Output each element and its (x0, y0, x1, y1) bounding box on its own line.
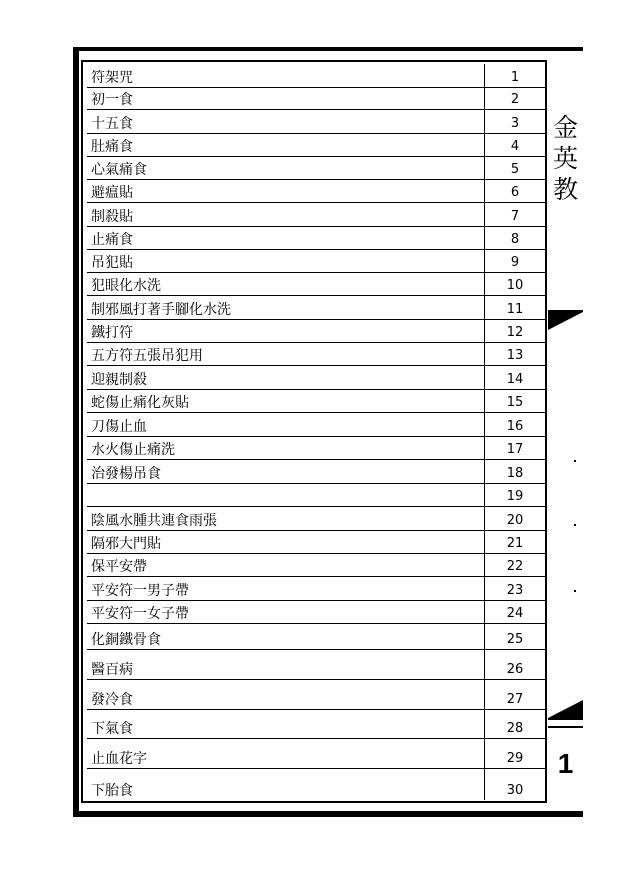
entry-name: 制殺貼 (91, 209, 133, 225)
table-row (87, 390, 545, 413)
entry-number: 3 (510, 116, 520, 131)
table-row (87, 343, 545, 366)
table-row (87, 180, 545, 203)
table-row (87, 624, 545, 650)
table-row (87, 273, 545, 296)
entry-name: 迎親制殺 (91, 372, 147, 388)
entry-number: 26 (506, 662, 524, 677)
entry-number: 30 (506, 783, 524, 798)
table-row (87, 650, 545, 680)
entry-name: 心氣痛食 (91, 162, 147, 178)
entry-number: 9 (510, 255, 520, 270)
entry-number: 16 (506, 419, 524, 434)
side-title-char: 金 (552, 113, 578, 142)
table-row (87, 134, 545, 157)
entry-number: 11 (506, 302, 524, 317)
entry-name: 發冷食 (91, 692, 133, 708)
entry-name: 下氣食 (91, 721, 133, 737)
table-row (87, 460, 545, 484)
side-mark (574, 524, 576, 526)
entry-name: 吊犯貼 (91, 255, 133, 271)
entry-name: 肚痛食 (91, 139, 133, 155)
side-divider (548, 718, 583, 720)
entry-number: 14 (506, 372, 524, 387)
table-row (87, 413, 545, 437)
table-row (87, 110, 545, 134)
table-row (87, 507, 545, 531)
entry-name: 符架咒 (91, 70, 133, 86)
entry-number: 29 (506, 751, 524, 766)
side-wedge-bottom (548, 700, 583, 718)
entry-number: 23 (506, 583, 524, 598)
entry-number: 28 (506, 721, 524, 736)
entry-name: 平安符一男子帶 (91, 583, 189, 599)
entry-number: 24 (506, 606, 524, 621)
table-row (87, 250, 545, 273)
entry-name: 水火傷止痛洗 (91, 442, 175, 458)
side-title-char: 教 (552, 175, 578, 204)
table-row (87, 320, 545, 343)
index-table (87, 64, 545, 800)
entry-number: 17 (506, 442, 524, 457)
entry-name: 隔邪大門貼 (91, 536, 161, 552)
entry-number: 19 (506, 489, 524, 504)
table-row (87, 296, 545, 320)
table-row (87, 531, 545, 554)
entry-number: 20 (506, 513, 524, 528)
entry-name: 化銅鐵骨食 (91, 632, 161, 648)
entry-name: 五方符五張吊犯用 (91, 348, 203, 364)
entry-number: 22 (506, 559, 524, 574)
table-row (87, 437, 545, 460)
entry-name: 止痛食 (91, 232, 133, 248)
table-row (87, 577, 545, 601)
entry-name: 制邪風打著手腳化水洗 (91, 302, 231, 318)
entry-number: 27 (506, 692, 524, 707)
volume-number: 1 (557, 748, 574, 779)
side-title-char: 英 (552, 144, 578, 173)
table-row (87, 554, 545, 577)
table-row (87, 484, 545, 507)
entry-name: 陰風水腫共連食雨張 (91, 513, 217, 529)
entry-number: 13 (506, 348, 524, 363)
entry-number: 5 (510, 162, 520, 177)
table-row (87, 601, 545, 624)
entry-name: 保平安帶 (91, 559, 147, 575)
entry-name: 刀傷止血 (91, 419, 147, 435)
entry-name: 蛇傷止痛化灰貼 (91, 395, 189, 411)
entry-name: 治發楊吊食 (91, 466, 161, 482)
table-row (87, 157, 545, 180)
entry-name: 避瘟貼 (91, 185, 133, 201)
table-row (87, 227, 545, 250)
entry-name: 犯眼化水洗 (91, 278, 161, 294)
entry-number: 10 (506, 278, 524, 293)
side-title (548, 112, 583, 205)
table-row (87, 739, 545, 769)
entry-number: 6 (510, 185, 520, 200)
side-mark (574, 460, 576, 462)
entry-number: 21 (506, 536, 524, 551)
entry-name: 醫百病 (91, 662, 133, 678)
table-row (87, 203, 545, 227)
entry-name: 鐵打符 (91, 325, 133, 341)
entry-name: 止血花字 (91, 751, 147, 767)
table-row (87, 64, 545, 88)
table-row (87, 710, 545, 739)
entry-number: 25 (506, 632, 524, 647)
table-row (87, 680, 545, 710)
entry-name: 平安符一女子帶 (91, 606, 189, 622)
side-mark (574, 590, 576, 592)
entry-number: 12 (506, 325, 524, 340)
table-row (87, 88, 545, 110)
column-divider (484, 64, 485, 800)
entry-name: 十五食 (91, 116, 133, 132)
entry-name: 初一食 (91, 92, 133, 108)
entry-number: 1 (510, 70, 520, 85)
table-row (87, 769, 545, 800)
entry-number: 2 (510, 92, 520, 107)
entry-number: 7 (510, 209, 520, 224)
entry-number: 4 (510, 139, 520, 154)
entry-number: 15 (506, 395, 524, 410)
entry-number: 18 (506, 466, 524, 481)
side-wedge-top (548, 312, 583, 330)
side-divider (548, 726, 583, 728)
entry-number: 8 (510, 232, 520, 247)
side-panel (548, 60, 583, 803)
entry-name: 下胎食 (91, 783, 133, 799)
table-row (87, 366, 545, 390)
